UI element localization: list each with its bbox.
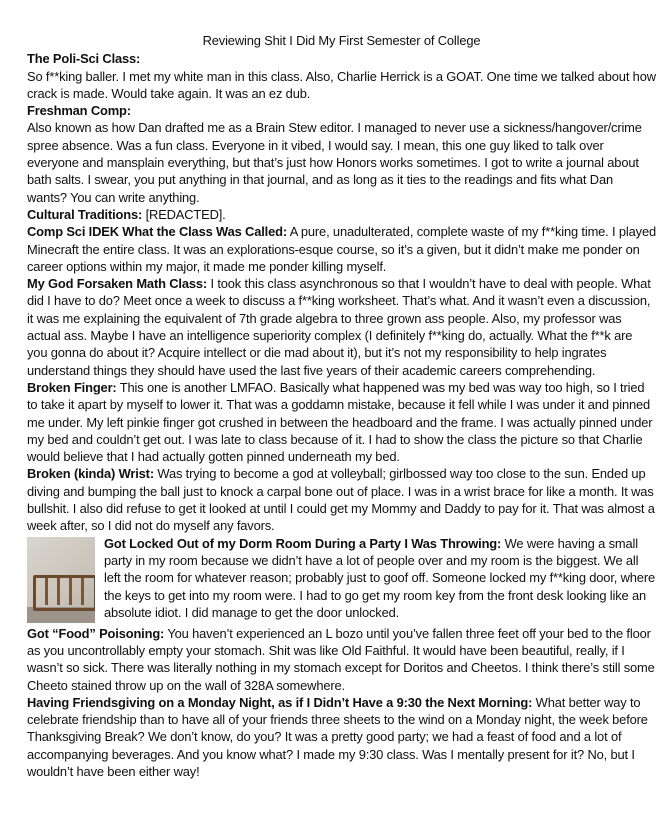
section-math-class [27,275,656,379]
section-food-poisoning [27,625,656,694]
section-body: Also known as how Dan drafted me as a Brain Stew editor. I managed to never use a sickness/hangover/crime spree absence. Was a fun class. Everyone in it vibed, I would say. I mean, this one guy liked to talk over everyone and mansplain everything, but that’s just how Honors works sometimes. I got to write a journal about bath salts. I swear, you put anything in that journal, and as long as it ties to the readings and fits what Dan wants? You can write anything. [27,120,642,205]
document-title: Reviewing Shit I Did My First Semester of College [202,33,481,48]
section-heading: Got Locked Out of my Dorm Room During a Party I Was Throwing: [104,535,502,551]
section-body: Was trying to become a god at volleyball; girlbossed way too close to the sun. Ended up diving and bumping the ball just to knock a carpal bone out of place. I was in a wrist brace for like a month. It was bullshit. I also did refuse to get it looked at until I could get my Mommy and Daddy to pay for it. That was almost a week after, so I did not do myself any favors. [27,466,655,534]
section-comp-sci [27,223,656,275]
section-body: What better way to celebrate friendship than to have all of your friends three sheets to the wind on a Monday night, the week before Thanksgiving Break? We don’t know, do you? It was a pretty good party; we had a feast of food and a lot of accompanying beverages. And you know what? I made my 9:30 class. Was I mentally present for it? No, but I wouldn’t have been either way! [27,694,648,779]
section-heading: Broken (kinda) Wrist: [27,466,154,482]
section-cultural-traditions [27,206,656,223]
section-friendsgiving [27,694,656,780]
section-heading: Having Friendsgiving on a Monday Night, as if I Didn’t Have a 9:30 the Next Morning: [27,694,533,710]
section-heading: Broken Finger: [27,379,117,395]
section-polisci [27,50,656,102]
section-body: This one is another LMFAO. Basically what happened was my bed was way too high, so I tried to take it apart by myself to lower it. That was a goddamn mistake, because it fell while I was under it and pinned me under. My left pinkie finger got crushed in between the headboard and the frame. I was actually pinned under my bed and couldn’t get out. I was late to class because of it. I had to show the class the picture so that Charlie would believe that I had actually gotten pinned underneath my bed. [27,379,653,465]
section-body: [REDACTED]. [142,206,226,222]
section-broken-finger [27,379,656,465]
section-body: You haven’t experienced an L bozo until you’ve fallen three feet off your bed to the floor as you uncontrollably empty your stomach. Shit was like Old Faithful. It would have been beautiful, really, if I wasn’t so sick. There was literally nothing in my stomach except for Doritos and Cheetos. I think there’s still some Cheeto stained throw up on the wall of 328A somewhere. [27,625,655,693]
section-heading: Freshman Comp: [27,103,131,119]
section-heading: Got “Food” Poisoning: [27,625,165,641]
section-locked-out [27,535,656,625]
section-body: So f**king baller. I met my white man in this class. Also, Charlie Herrick is a GOAT. One time we talked about how crack is made. Would take again. It was an ez dub. [27,68,656,101]
section-body: A pure, unadulterated, complete waste of my f**king time. I played Minecraft the entire class. It was an explorations-esque course, so it’s a given, but it didn’t make me ponder on career options within my major, it made me ponder killing myself. [27,224,656,274]
section-freshman-comp [27,102,656,206]
section-body: I took this class asynchronous so that I wouldn’t have to deal with people. What did I have to do? Meet once a week to discuss a f**king worksheet. That’s what. And it wasn’t even a discussion, it was me explaining the equivalent of 7th grade algebra to three grown ass people. Also, my professor was actual ass. Maybe I have an intelligence superiority complex (I definitely f**king do, actually. What the f**k are you gonna do about it? Acquire intellect or die mad about it), but it’s not my responsibility to help ingrates understand things they should have used the last five years of their academic careers comprehending. [27,276,651,378]
section-broken-wrist [27,465,656,534]
section-heading: Cultural Traditions: [27,206,143,222]
bed-frame-photo [27,537,95,623]
section-heading: Comp Sci IDEK What the Class Was Called: [27,224,287,240]
section-heading: My God Forsaken Math Class: [27,276,208,292]
section-heading: The Poli-Sci Class: [27,51,141,67]
section-body: We were having a small party in my room because we didn’t have a lot of people over and my room is the biggest. We all left the room for whatever reason; probably just to goof off. Someone locked my f**king door, where the keys to get into my room were. I had to go get my room key from the front desk looking like an absolute idiot. I did manage to get the door unlocked. [104,535,655,620]
